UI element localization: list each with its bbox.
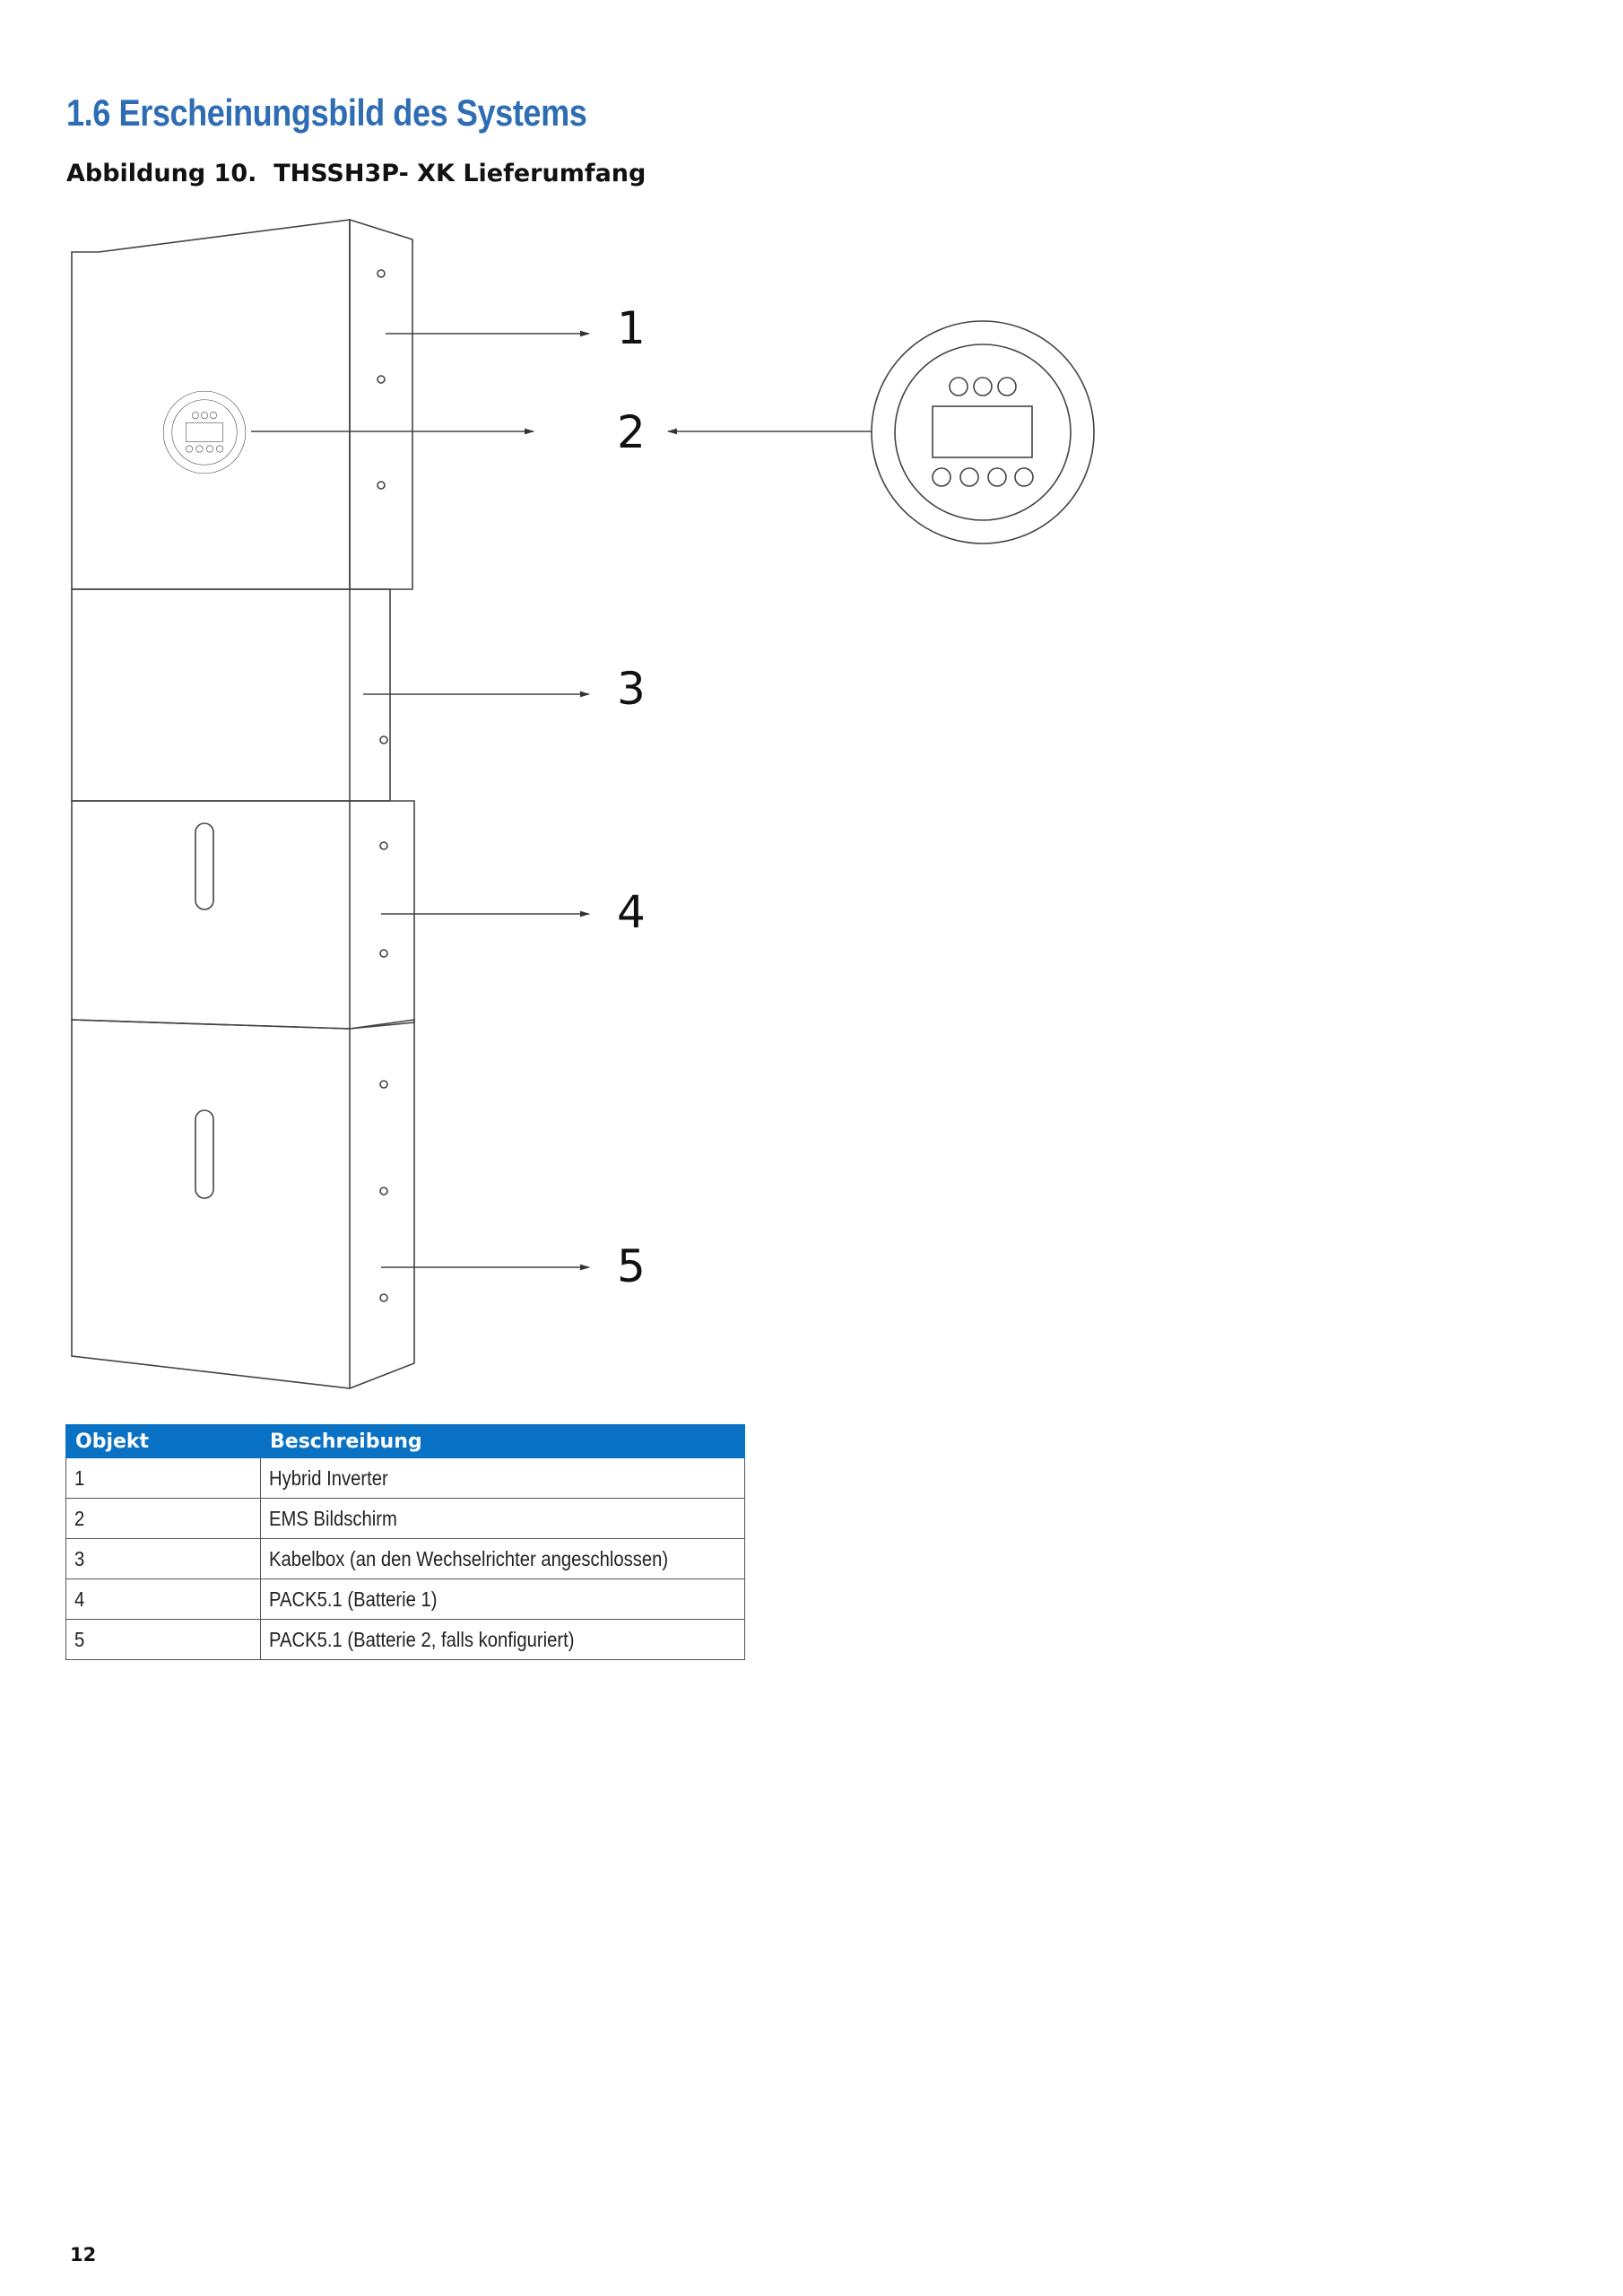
battery-pack-2-drawing: [72, 1020, 414, 1388]
callout-4: 4: [617, 886, 646, 938]
callout-1: 1: [617, 302, 646, 354]
callout-2: 2: [617, 406, 646, 458]
ems-display-large: [872, 321, 1094, 544]
row-description: Kabelbox (an den Wechselrichter angeschlossen): [269, 1546, 669, 1570]
table-row: [66, 1499, 745, 1539]
battery-pack-1-drawing: [72, 801, 414, 1029]
ems-display-small: [163, 391, 246, 474]
header-beschreibung: Beschreibung: [261, 1425, 745, 1458]
row-object: 3: [74, 1546, 85, 1570]
table-row: [66, 1539, 745, 1579]
hybrid-inverter-drawing: [72, 220, 412, 589]
row-description: EMS Bildschirm: [269, 1506, 397, 1530]
figure-caption: Abbildung 10. THSSH3P- XK Lieferumfang: [66, 160, 647, 187]
row-description: PACK5.1 (Batterie 2, falls konfiguriert): [269, 1627, 575, 1651]
cable-box-drawing: [72, 589, 390, 801]
table-header-row: [66, 1425, 745, 1458]
table-row: [66, 1458, 745, 1499]
table-row: [66, 1620, 745, 1660]
section-title: 1.6 Erscheinungsbild des Systems: [66, 91, 587, 134]
row-object: 2: [74, 1506, 85, 1530]
page-number: 12: [70, 2244, 97, 2266]
row-object: 5: [74, 1627, 85, 1651]
row-description: Hybrid Inverter: [269, 1465, 388, 1490]
row-object: 4: [74, 1587, 85, 1611]
table-row: [66, 1579, 745, 1620]
row-object: 1: [74, 1465, 85, 1490]
callout-5: 5: [617, 1240, 646, 1292]
row-description: PACK5.1 (Batterie 1): [269, 1587, 438, 1611]
callout-3: 3: [617, 663, 646, 715]
header-objekt: Objekt: [66, 1425, 261, 1458]
component-table: [65, 1424, 745, 1660]
